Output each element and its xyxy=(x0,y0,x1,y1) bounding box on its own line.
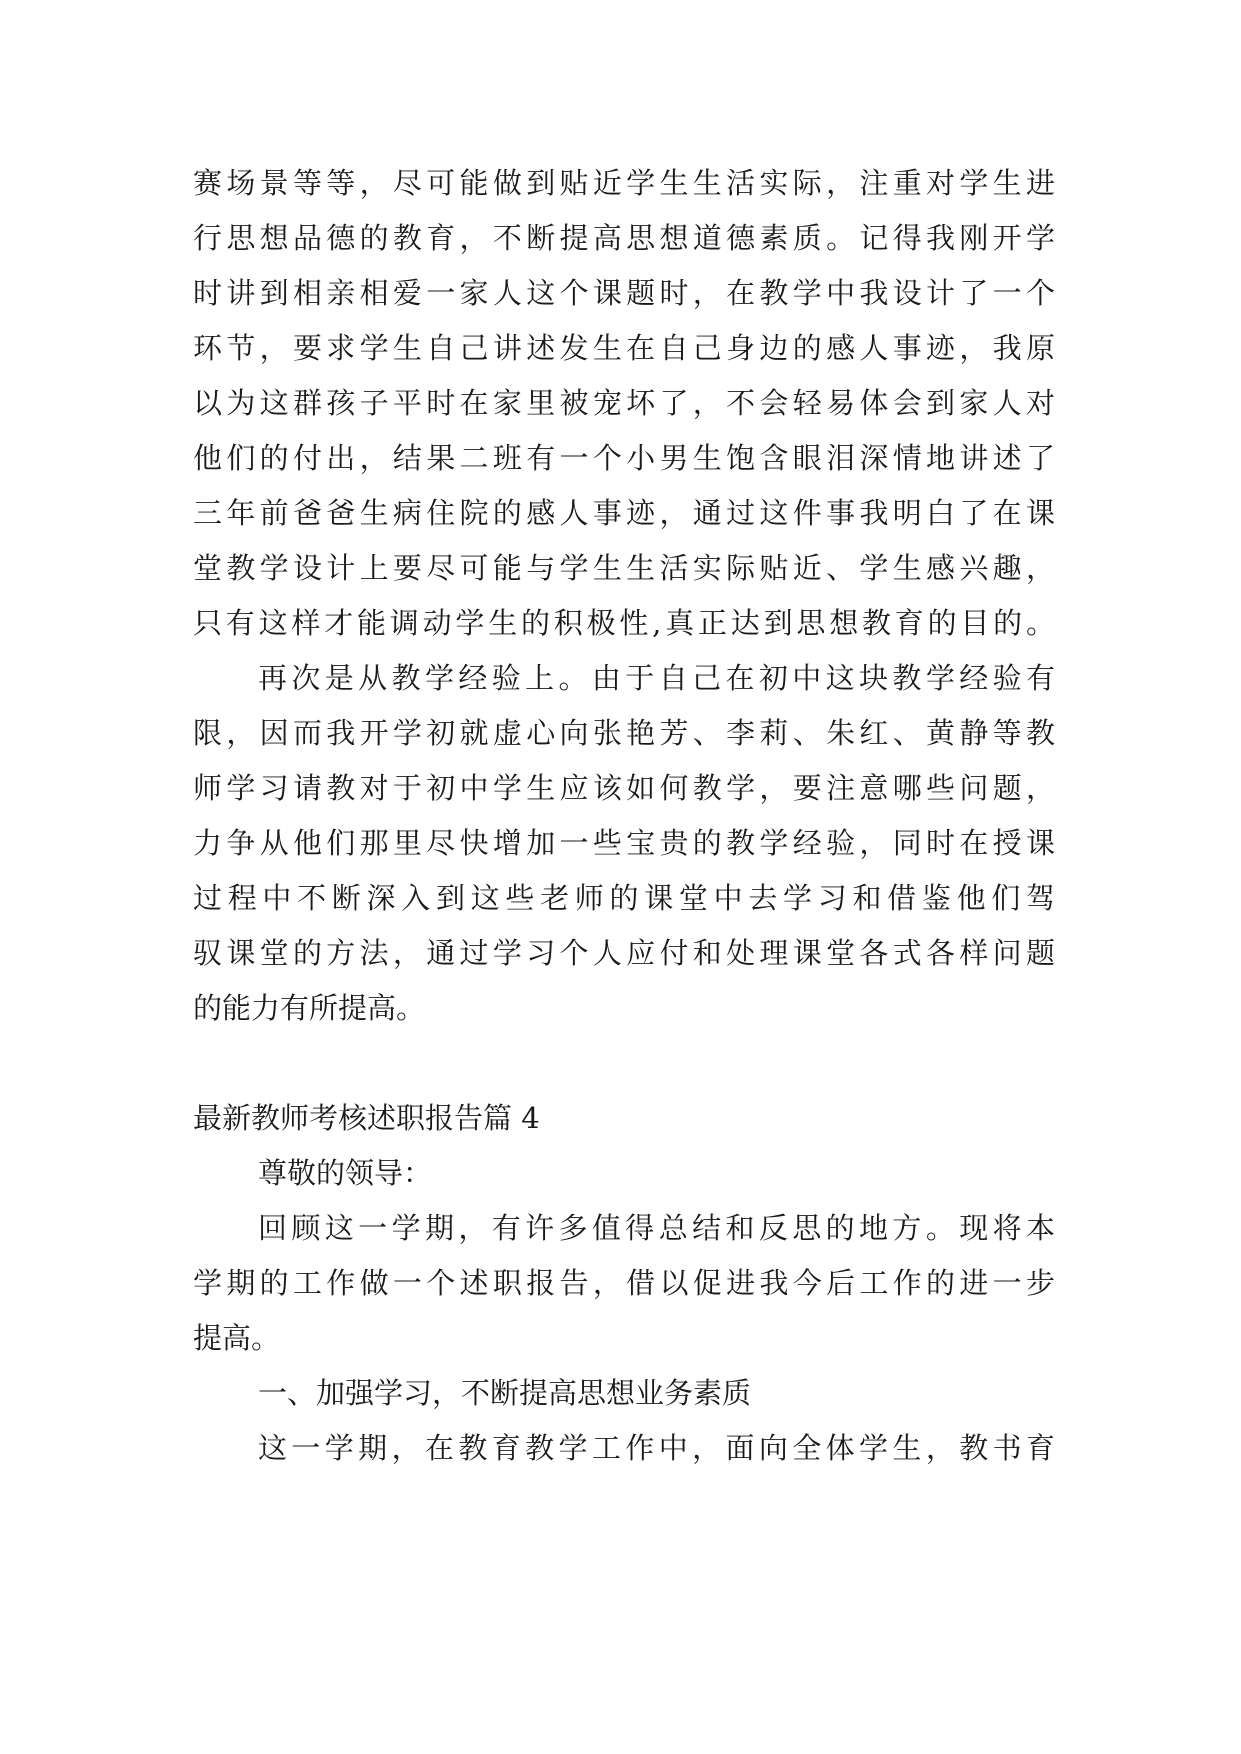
section-title: 最新教师考核述职报告篇 4 xyxy=(193,1101,540,1135)
paragraph-line: 驭课堂的方法，通过学习个人应付和处理课堂各式各样问题 xyxy=(193,936,1055,970)
paragraph-line: 的能力有所提高。 xyxy=(193,991,426,1025)
subheading: 一、加强学习，不断提高思想业务素质 xyxy=(258,1376,752,1410)
salutation: 尊敬的领导： xyxy=(258,1156,433,1190)
paragraph-line: 以为这群孩子平时在家里被宠坏了，不会轻易体会到家人对 xyxy=(193,386,1055,420)
paragraph-line: 他们的付出，结果二班有一个小男生饱含眼泪深情地讲述了 xyxy=(193,441,1055,475)
paragraph-line: 再次是从教学经验上。由于自己在初中这块教学经验有 xyxy=(258,661,1055,695)
paragraph-line: 学期的工作做一个述职报告，借以促进我今后工作的进一步 xyxy=(193,1266,1055,1300)
paragraph-line: 赛场景等等，尽可能做到贴近学生生活实际，注重对学生进 xyxy=(193,166,1055,200)
paragraph-line: 力争从他们那里尽快增加一些宝贵的教学经验，同时在授课 xyxy=(193,826,1055,860)
paragraph-line: 师学习请教对于初中学生应该如何教学，要注意哪些问题， xyxy=(193,771,1055,805)
paragraph-line: 限，因而我开学初就虚心向张艳芳、李莉、朱红、黄静等教 xyxy=(193,716,1055,750)
paragraph-line: 这一学期，在教育教学工作中，面向全体学生，教书育 xyxy=(258,1431,1055,1465)
paragraph-line: 环节，要求学生自己讲述发生在自己身边的感人事迹，我原 xyxy=(193,331,1055,365)
paragraph-line: 提高。 xyxy=(193,1321,281,1355)
paragraph-line: 三年前爸爸生病住院的感人事迹，通过这件事我明白了在课 xyxy=(193,496,1055,530)
paragraph-line: 回顾这一学期，有许多值得总结和反思的地方。现将本 xyxy=(258,1211,1055,1245)
paragraph-line: 堂教学设计上要尽可能与学生生活实际贴近、学生感兴趣， xyxy=(193,551,1055,585)
paragraph-line: 时讲到相亲相爱一家人这个课题时，在教学中我设计了一个 xyxy=(193,276,1055,310)
paragraph-line: 过程中不断深入到这些老师的课堂中去学习和借鉴他们驾 xyxy=(193,881,1055,915)
paragraph-line: 只有这样才能调动学生的积极性,真正达到思想教育的目的。 xyxy=(193,606,1055,640)
paragraph-line: 行思想品德的教育，不断提高思想道德素质。记得我刚开学 xyxy=(193,221,1055,255)
